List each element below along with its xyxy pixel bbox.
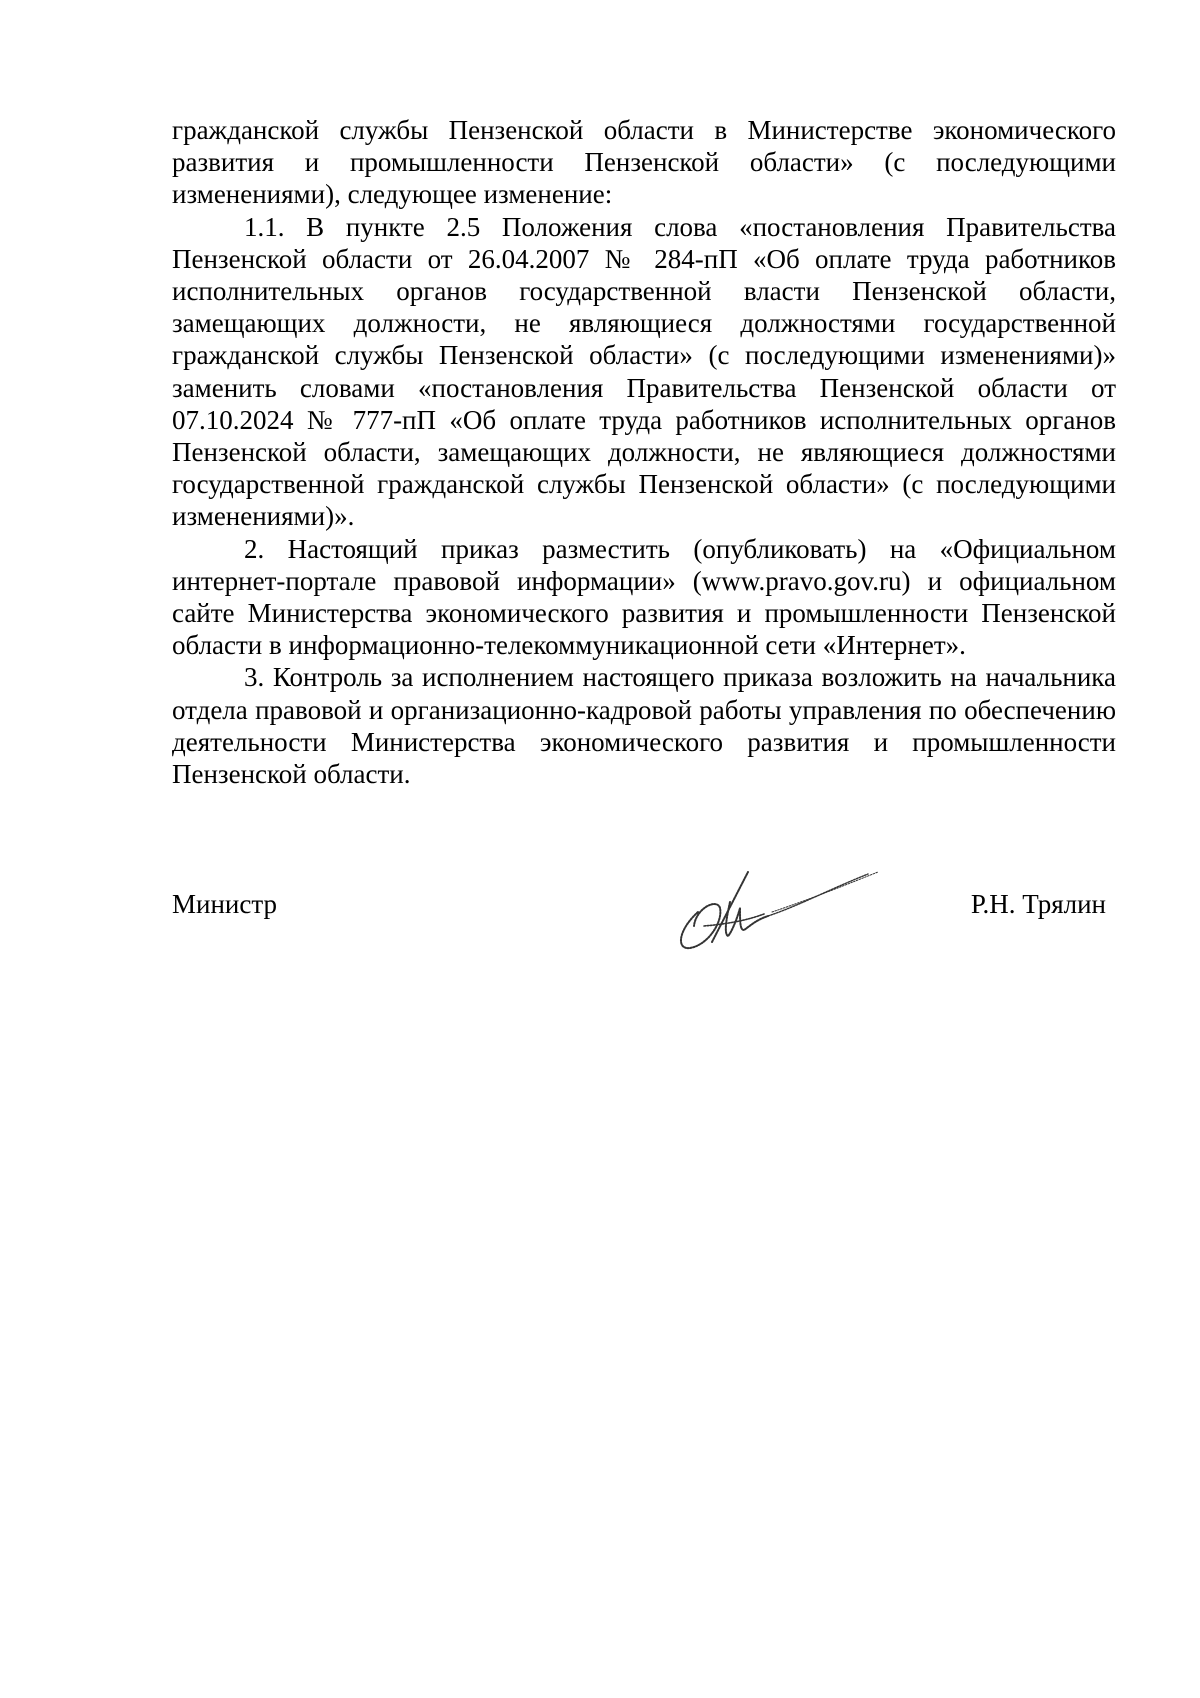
signer-name: Р.Н. Трялин bbox=[970, 889, 1106, 919]
document-body bbox=[172, 114, 1116, 790]
paragraph-item-3: 3. Контроль за исполнением настоящего приказа возложить на начальника отдела правовой и организационно-кадровой работы управления по обеспечению деятельности Министерства экономического развития и промышленности Пензенской области. bbox=[172, 662, 1116, 790]
signer-title: Министр bbox=[172, 889, 277, 919]
paragraph-continuation: гражданской службы Пензенской области в Министерстве экономического развития и промышленности Пензенской области» (с последующими изменениями), следующее изменение: bbox=[172, 115, 1116, 210]
paragraph-item-2: 2. Настоящий приказ разместить (опубликовать) на «Официальном интернет-портале правовой информации» (www.pravo.gov.ru) и официальном сайте Министерства экономического развития и промышленности Пензенской области в информационно-телекоммуникационной сети «Интернет». bbox=[172, 533, 1116, 661]
handwritten-signature-icon bbox=[668, 850, 888, 965]
paragraph-item-1-1: 1.1. В пункте 2.5 Положения слова «постановления Правительства Пензенской области от 26.04.2007 № 284-пП «Об оплате труда работников исполнительных органов государственной власти Пензенской области, замещающих должности, не являющиеся должностями государственной гражданской службы Пензенской области» (с последующими изменениями)» заменить словами «постановления Правительства Пензенской области от 07.10.2024 № 777-пП «Об оплате труда работников исполнительных органов Пензенской области, замещающих должности, не являющиеся должностями государственной гражданской службы Пензенской области» (с последующими изменениями)». bbox=[172, 211, 1116, 532]
signature-block bbox=[172, 888, 1116, 988]
